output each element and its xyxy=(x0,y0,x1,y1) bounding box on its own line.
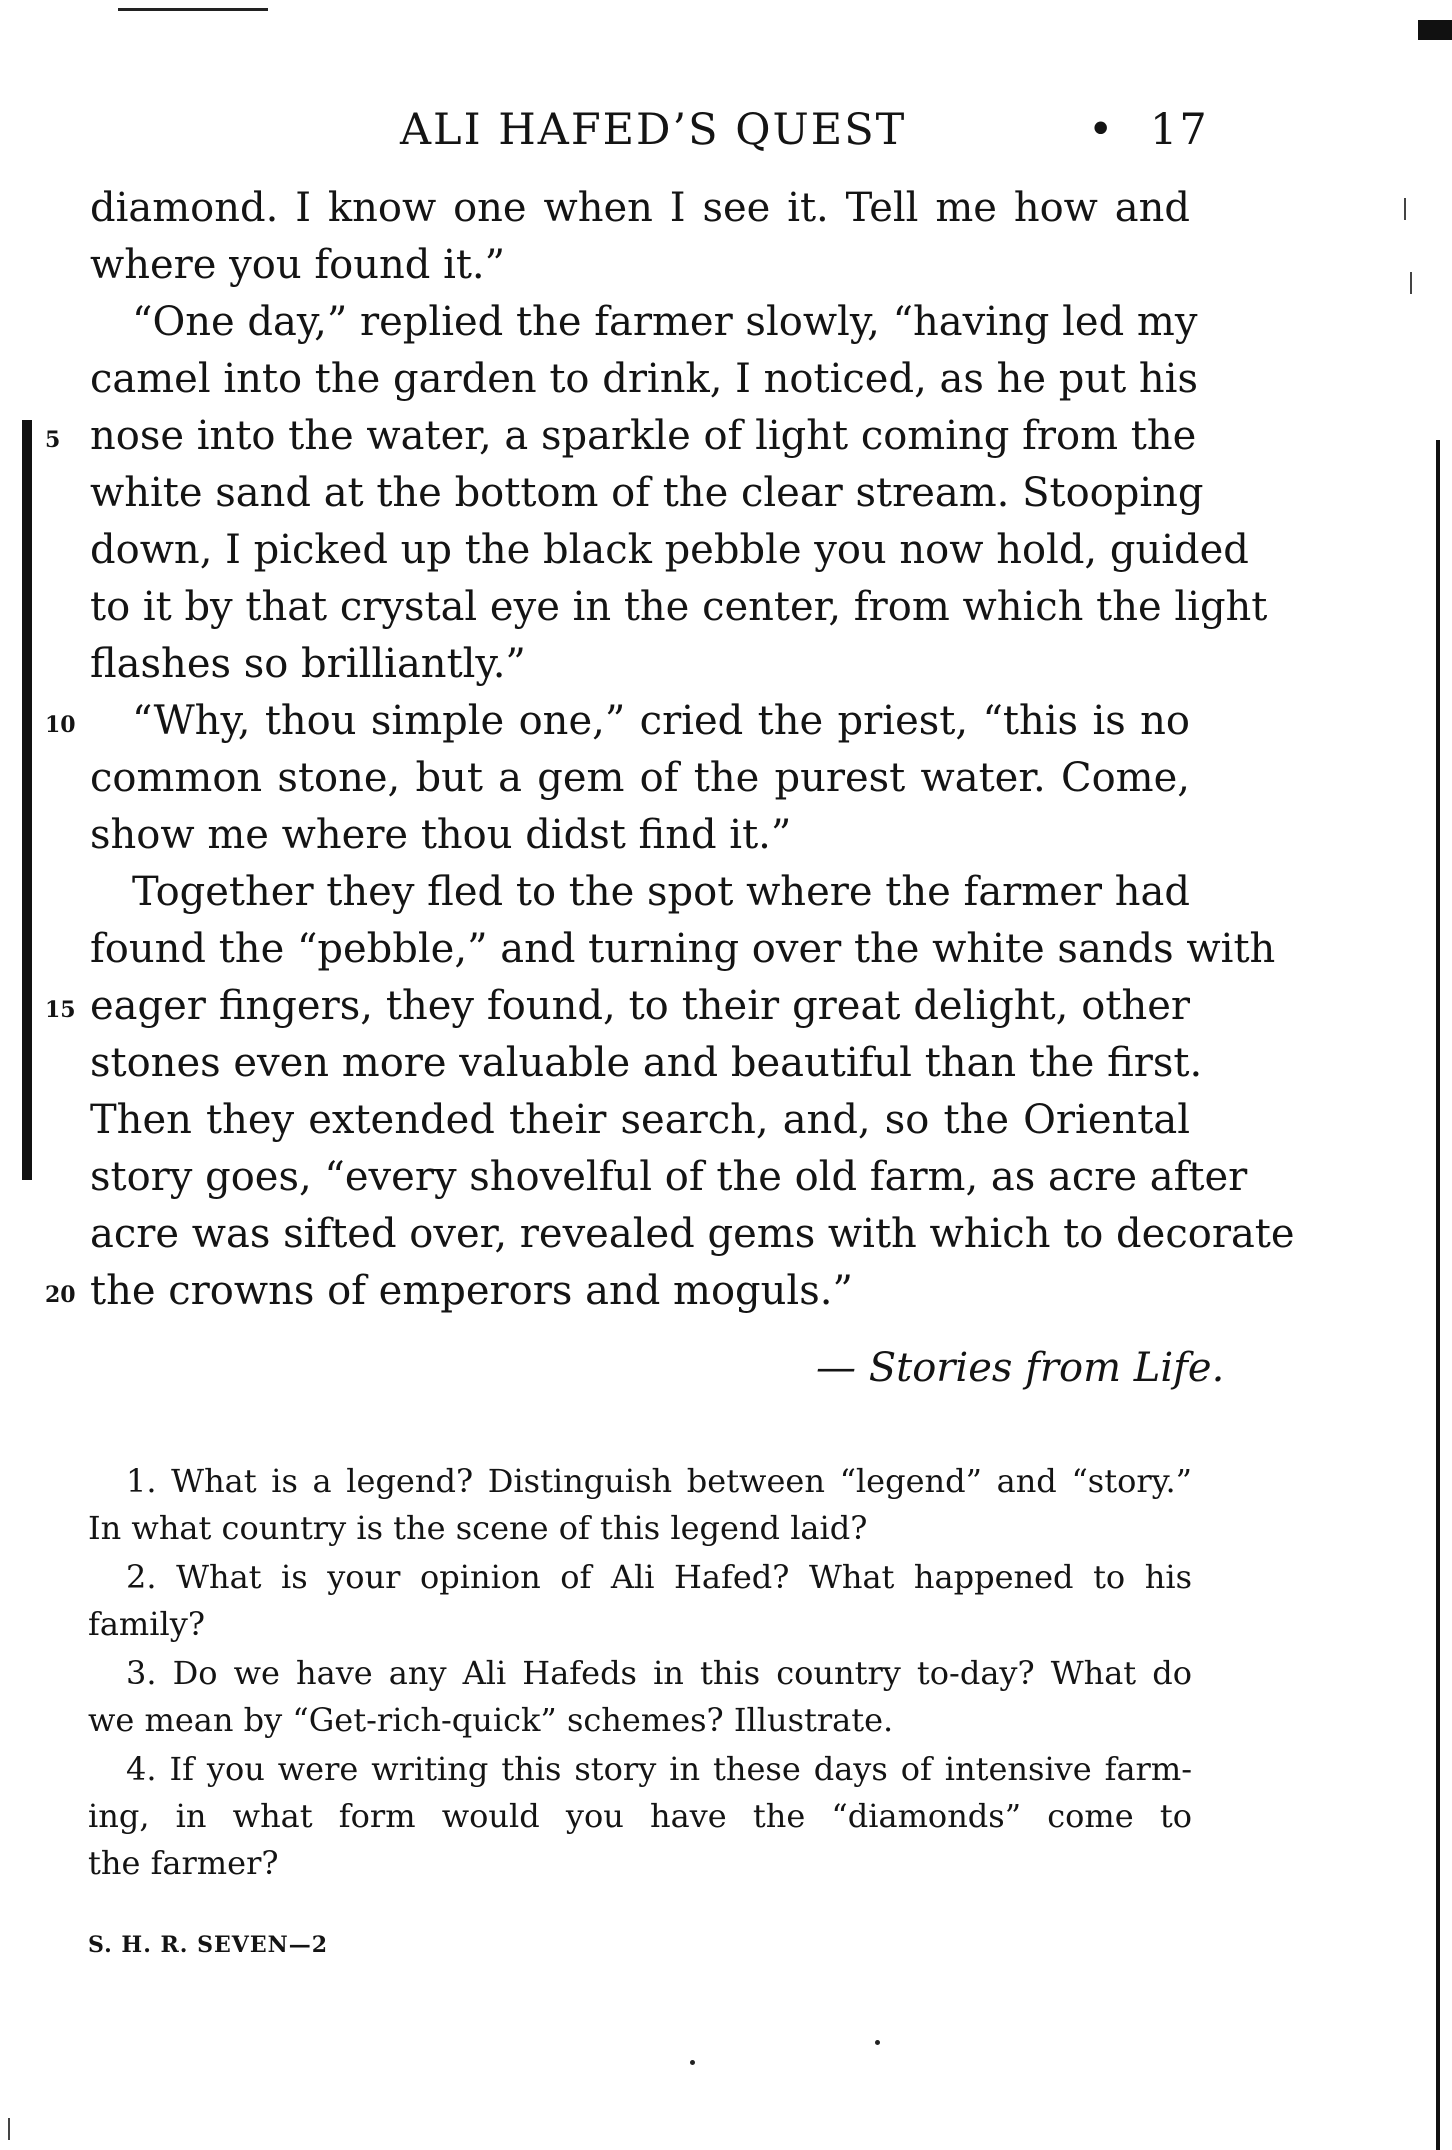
text-line xyxy=(90,921,1276,978)
text-line xyxy=(90,465,1204,522)
text-line xyxy=(90,807,1190,864)
scan-tick xyxy=(1404,198,1406,220)
binding-shadow xyxy=(22,420,32,1180)
question-item xyxy=(88,1554,1192,1648)
line-text: eager fingers, they found, to their great delight, other xyxy=(90,983,1190,1029)
line-text: “Why, thou simple one,” cried the priest, “this is no xyxy=(132,698,1190,744)
signature-mark: S. H. R. SEVEN—2 xyxy=(88,1932,329,1958)
page-number: 17 xyxy=(1150,105,1209,155)
question-line: 3. Do we have any Ali Hafeds in this country to-day? What do xyxy=(126,1654,1192,1692)
line-number: 10 xyxy=(45,712,76,738)
question-line: 4. If you were writing this story in these days of intensive farm- xyxy=(126,1750,1192,1788)
running-header xyxy=(0,105,1452,165)
page-speck xyxy=(690,2060,695,2065)
text-line xyxy=(90,1206,1295,1263)
page-speck xyxy=(875,2040,880,2045)
text-line xyxy=(45,693,1190,750)
attribution: — Stories from Life. xyxy=(816,1345,1225,1391)
text-line xyxy=(90,294,1198,351)
question-line: ing, in what form would you have the “diamonds” come to xyxy=(88,1797,1192,1835)
line-number: 20 xyxy=(45,1282,76,1308)
line-text: white sand at the bottom of the clear stream. Stooping xyxy=(90,470,1204,516)
right-edge-rule xyxy=(1436,440,1440,2150)
text-line xyxy=(90,579,1268,636)
scan-tick xyxy=(1410,272,1412,294)
text-line xyxy=(90,1092,1190,1149)
line-text: where you found it.” xyxy=(90,242,506,288)
question-line: In what country is the scene of this legend laid? xyxy=(88,1509,868,1547)
text-line xyxy=(90,864,1190,921)
text-line xyxy=(90,522,1249,579)
line-text: to it by that crystal eye in the center, from which the light xyxy=(90,584,1268,630)
text-line xyxy=(90,750,1190,807)
question-line: we mean by “Get-rich-quick” schemes? Illustrate. xyxy=(88,1701,894,1739)
text-line xyxy=(45,1263,1190,1320)
scan-edge-mark xyxy=(1418,20,1452,40)
line-text: diamond. I know one when I see it. Tell me how and xyxy=(90,185,1190,231)
line-text: nose into the water, a sparkle of light coming from the xyxy=(90,413,1197,459)
header-bullet: • xyxy=(1088,105,1116,155)
line-text: camel into the garden to drink, I noticed, as he put his xyxy=(90,356,1198,402)
top-rule xyxy=(118,8,268,11)
text-line xyxy=(90,636,1190,693)
line-text: Then they extended their search, and, so the Oriental xyxy=(90,1097,1190,1143)
text-line xyxy=(45,408,1197,465)
question-line: family? xyxy=(88,1605,205,1643)
line-text: the crowns of emperors and moguls.” xyxy=(90,1268,853,1314)
story-text xyxy=(45,180,1295,1320)
line-number: 5 xyxy=(45,427,61,453)
line-text: acre was sifted over, revealed gems with which to decorate xyxy=(90,1211,1295,1257)
question-line: the farmer? xyxy=(88,1844,279,1882)
question-item xyxy=(88,1746,1192,1887)
text-line xyxy=(90,180,1190,237)
line-number: 15 xyxy=(45,997,76,1023)
text-line xyxy=(90,351,1198,408)
text-line xyxy=(90,1035,1203,1092)
text-line xyxy=(90,237,1190,294)
text-line xyxy=(90,1149,1248,1206)
line-text: Together they fled to the spot where the farmer had xyxy=(132,869,1190,915)
line-text: found the “pebble,” and turning over the white sands with xyxy=(90,926,1276,972)
line-text: common stone, but a gem of the purest water. Come, xyxy=(90,755,1190,801)
line-text: “One day,” replied the farmer slowly, “having led my xyxy=(132,299,1198,345)
line-text: flashes so brilliantly.” xyxy=(90,641,526,687)
line-text: down, I picked up the black pebble you now hold, guided xyxy=(90,527,1249,573)
question-item xyxy=(88,1650,1192,1744)
page-title: ALI HAFED’S QUEST xyxy=(400,105,907,155)
text-line xyxy=(45,978,1190,1035)
study-questions xyxy=(88,1458,1192,1889)
line-text: story goes, “every shovelful of the old farm, as acre after xyxy=(90,1154,1248,1200)
question-line: 1. What is a legend? Distinguish between “legend” and “story.” xyxy=(126,1462,1192,1500)
question-item xyxy=(88,1458,1192,1552)
line-text: stones even more valuable and beautiful than the first. xyxy=(90,1040,1203,1086)
line-text: show me where thou didst find it.” xyxy=(90,812,792,858)
scan-tick xyxy=(8,2118,10,2140)
question-line: 2. What is your opinion of Ali Hafed? What happened to his xyxy=(126,1558,1192,1596)
